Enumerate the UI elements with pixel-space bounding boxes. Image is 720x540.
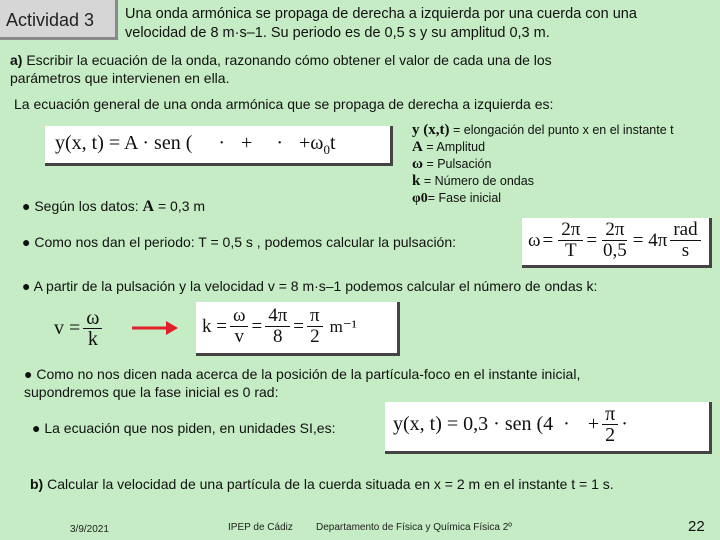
part-a-line-2: parámetros que intervienen en ella. — [10, 70, 230, 86]
footer-department: Departamento de Física y Química Física 2º — [316, 522, 512, 533]
part-a-text-1: Escribir la ecuación de la onda, razonando cómo obtener el valor de cada una de los — [22, 52, 552, 68]
intro-line-2: velocidad de 8 m·s–1. Su periodo es de 0,5 s y su amplitud 0,3 m. — [125, 25, 550, 41]
ecuacion-line: ● La ecuación que nos piden, en unidades SI,es: — [32, 420, 336, 436]
legend-A: A = Amplitud — [412, 139, 486, 155]
legend — [412, 122, 674, 207]
periodo-line: ● Como nos dan el periodo: T = 0,5 s , podemos calcular la pulsación: — [22, 234, 457, 250]
datos-line: ● Según los datos: A = 0,3 m — [22, 198, 206, 215]
part-b-label: b) — [30, 476, 44, 492]
legend-omega: ω = Pulsación — [412, 156, 492, 172]
intro-line-1: Una onda armónica se propaga de derecha a izquierda por una cuerda con una — [125, 6, 637, 22]
omega-equation-box: ω = $\frac{2\pi}{T}$ = $\frac{2\pi}{0,5}$ = 4π $\frac{\text{rad}}{s}$ — [522, 218, 712, 268]
footer-school: IPEP de Cádiz — [228, 522, 293, 533]
legend-y: y (x,t) = elongación del punto x en el instante t — [412, 122, 674, 138]
part-b-text: Calcular la velocidad de una partícula de la cuerda situada en x = 2 m en el instante t = 1 s. — [43, 476, 614, 492]
part-b-line — [30, 476, 614, 493]
legend-k: k = Número de ondas — [412, 173, 534, 189]
general-eq-omega: +ω — [299, 132, 324, 154]
part-a-line-1 — [10, 52, 552, 69]
legend-phi: φ0= Fase inicial — [412, 191, 502, 206]
general-eq-lhs: y(x, t) = A · sen ( — [55, 132, 193, 154]
general-equation-intro: La ecuación general de una onda armónica que se propaga de derecha a izquierda es: — [14, 96, 554, 112]
fase-line-1: ● Como no nos dicen nada acerca de la posición de la partícula-foco en el instante inicial, — [24, 366, 581, 382]
general-eq-t: t — [329, 132, 336, 154]
arrow-icon — [130, 318, 180, 338]
general-eq-phi-sub: 0 — [323, 141, 330, 157]
fase-line-2: supondremos que la fase inicial es 0 rad: — [24, 384, 279, 400]
general-eq-dot-2: · — [276, 132, 283, 154]
final-equation-box: y(x, t) = 0,3 · sen (4 · + $\frac{\pi}{2}$ · — [385, 402, 712, 454]
activity-title-box — [0, 0, 118, 40]
general-eq-plus: + — [241, 132, 253, 154]
part-a-label: a) — [10, 52, 23, 68]
footer-date: 3/9/2021 — [70, 524, 109, 535]
general-eq-dot-1: · — [218, 132, 226, 154]
pulsacion-line: ● A partir de la pulsación y la velocidad v = 8 m·s–1 podemos calcular el número de ondas k: — [22, 278, 598, 294]
v-equation: v = $\frac{\omega}{k}$ — [54, 308, 105, 349]
activity-title: Actividad 3 — [6, 10, 95, 30]
general-equation-box — [45, 126, 393, 166]
page-number: 22 — [688, 518, 705, 535]
k-equation-box: k = $\frac{\omega}{v}$ = $\frac{4\pi}{8}$ = $\frac{\pi}{2}$ m⁻¹ — [196, 302, 400, 356]
